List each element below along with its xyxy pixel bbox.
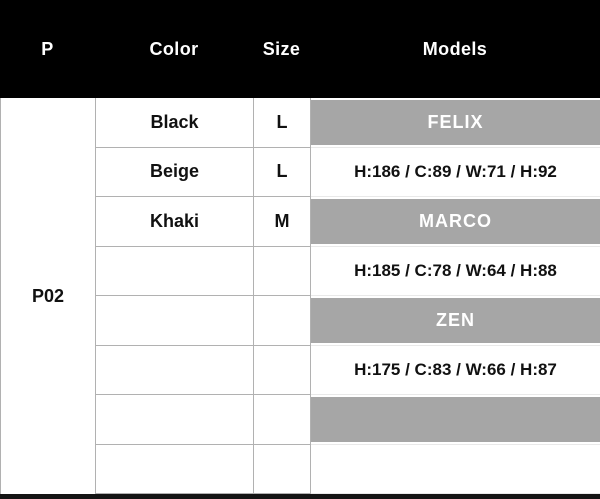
size-cell: L [254,98,311,148]
color-cell [96,247,254,297]
header-cell-p: P [41,38,54,59]
model-name-cell [311,98,600,148]
model-specs-cell [311,445,600,495]
size-cell: L [254,148,311,198]
color-cell [96,445,254,495]
header-cell-models: Models [422,38,488,59]
bottom-border-bar [0,494,600,499]
size-cell [254,445,311,495]
table-header-row [0,0,600,98]
size-cell: M [254,197,311,247]
model-name-cell [311,395,600,445]
model-name-cell [311,197,600,247]
header-cell-color: Color [149,38,199,59]
model-name-band: ZEN [311,298,600,343]
model-name-band: MARCO [311,199,600,244]
model-name-cell [311,296,600,346]
table-body [0,98,600,494]
color-cell: Beige [96,148,254,198]
model-name-band [311,397,600,442]
model-specs-cell: H:175 / C:83 / W:66 / H:87 [311,346,600,396]
size-cell [254,346,311,396]
size-cell [254,395,311,445]
model-specs-cell: H:185 / C:78 / W:64 / H:88 [311,247,600,297]
model-specs-cell: H:186 / C:89 / W:71 / H:92 [311,148,600,198]
size-cell [254,247,311,297]
model-name-band: FELIX [311,100,600,145]
color-cell: Khaki [96,197,254,247]
product-code-cell: P02 [1,98,96,494]
color-cell [96,296,254,346]
header-cell-size: Size [262,38,301,59]
color-cell [96,395,254,445]
size-cell [254,296,311,346]
color-cell: Black [96,98,254,148]
color-cell [96,346,254,396]
